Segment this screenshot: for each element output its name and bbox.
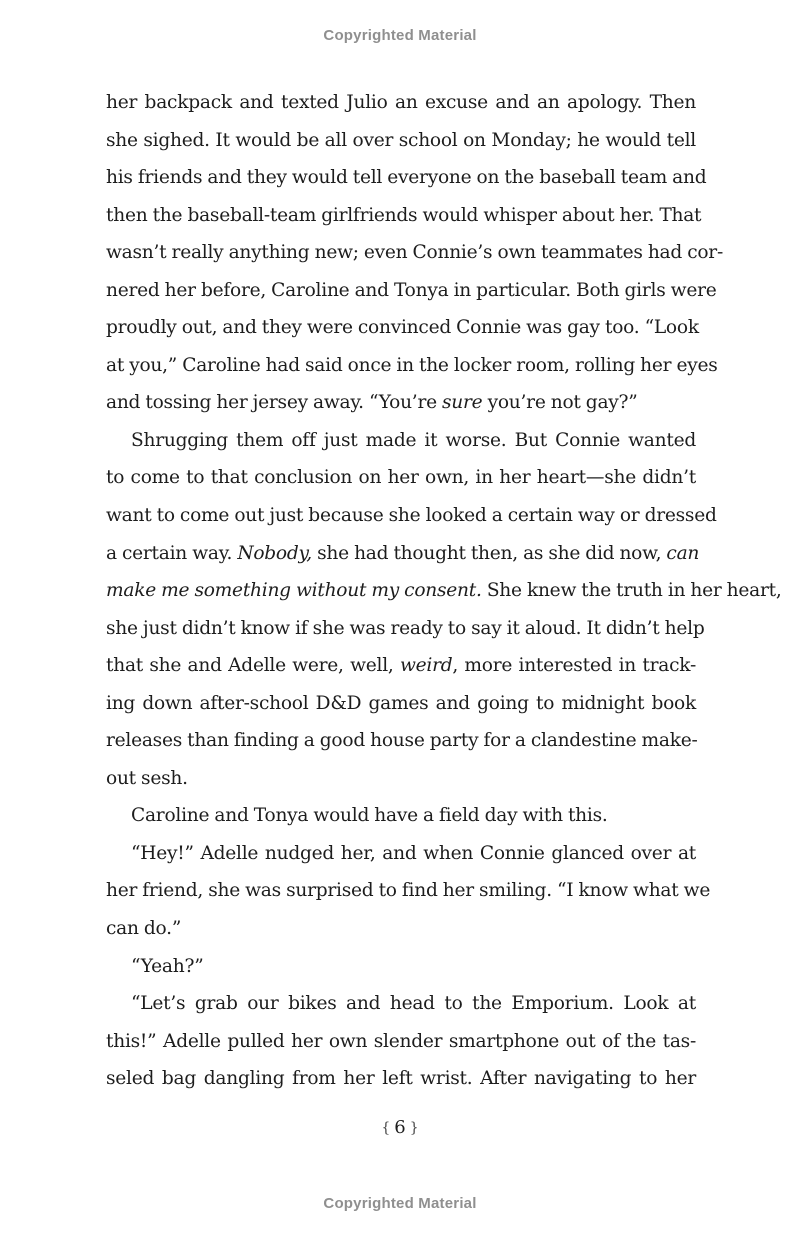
paragraph [106, 797, 696, 835]
paragraph [106, 985, 696, 1098]
body-text [106, 84, 782, 1098]
emphasis-text: weird [399, 655, 453, 677]
text-line: her backpack and texted Julio an excuse and an apology. Then [106, 92, 696, 113]
ornament-right-icon: } [409, 1120, 419, 1136]
text-line: can do.” [106, 918, 182, 940]
text-line: seled bag dangling from her left wrist. After navigating to her [106, 1068, 696, 1090]
text-line: to come to that conclusion on her own, in her heart—she didn’t [106, 467, 696, 489]
emphasis-text: make me something without my consent. [106, 580, 482, 602]
text-line: wasn’t really anything new; even Connie’s own teammates had cor- [106, 242, 723, 264]
text-line: nered her before, Caroline and Tonya in particular. Both girls were [106, 279, 717, 301]
text-line: Caroline and Tonya would have a field day with this. [131, 805, 608, 827]
ornament-left-icon: { [381, 1120, 391, 1136]
page-number-folio [0, 1117, 800, 1138]
text-line: then the baseball-team girlfriends would whisper about her. That [106, 204, 702, 226]
paragraph [106, 835, 711, 948]
text-line: “Let’s grab our bikes and head to the Emporium. Look at [131, 993, 696, 1015]
text-run: and tossing her jersey away. “You’re [106, 392, 443, 414]
text-run: She knew the truth in her heart, [481, 580, 782, 602]
paragraph [106, 422, 782, 797]
text-line: “Hey!” Adelle nudged her, and when Connie glanced over at [131, 842, 696, 864]
text-run: you’re not gay?” [482, 392, 638, 414]
text-line [106, 572, 782, 610]
text-run: that she and Adelle were, well, [106, 655, 400, 677]
text-line: his friends and they would tell everyone on the baseball team and [106, 167, 707, 189]
copyright-watermark-top: Copyrighted Material [323, 27, 477, 44]
text-line: at you,” Caroline had said once in the locker room, rolling her eyes [106, 354, 718, 376]
emphasis-text: sure [442, 392, 483, 414]
text-line [106, 384, 696, 422]
text-line: she just didn’t know if she was ready to say it aloud. It didn’t help [106, 617, 705, 639]
text-line: proudly out, and they were convinced Connie was gay too. “Look [106, 317, 699, 339]
page-number: 6 [394, 1117, 406, 1138]
text-run: she had thought then, as she did now, [311, 542, 667, 564]
text-line [106, 647, 696, 685]
copyright-watermark-bottom: Copyrighted Material [323, 1195, 477, 1212]
paragraph [106, 84, 723, 422]
text-line: she sighed. It would be all over school on Monday; he would tell [106, 129, 696, 151]
text-line: this!” Adelle pulled her own slender smartphone out of the tas- [106, 1030, 696, 1052]
text-line [106, 535, 700, 573]
text-line: “Yeah?” [131, 955, 204, 977]
text-line: Shrugging them off just made it worse. But Connie wanted [131, 429, 696, 451]
emphasis-text: Nobody, [237, 542, 312, 564]
text-line: ing down after-school D&D games and going to midnight book [106, 692, 696, 714]
text-run: , more interested in track- [452, 655, 696, 677]
text-line: out sesh. [106, 767, 188, 789]
text-line: want to come out just because she looked a certain way or dressed [106, 505, 717, 527]
paragraph [106, 948, 696, 986]
text-line: her friend, she was surprised to find her smiling. “I know what we [106, 880, 711, 902]
text-run: a certain way. [106, 542, 238, 564]
emphasis-text: can [666, 542, 700, 564]
text-line: releases than finding a good house party for a clandestine make- [106, 730, 698, 752]
